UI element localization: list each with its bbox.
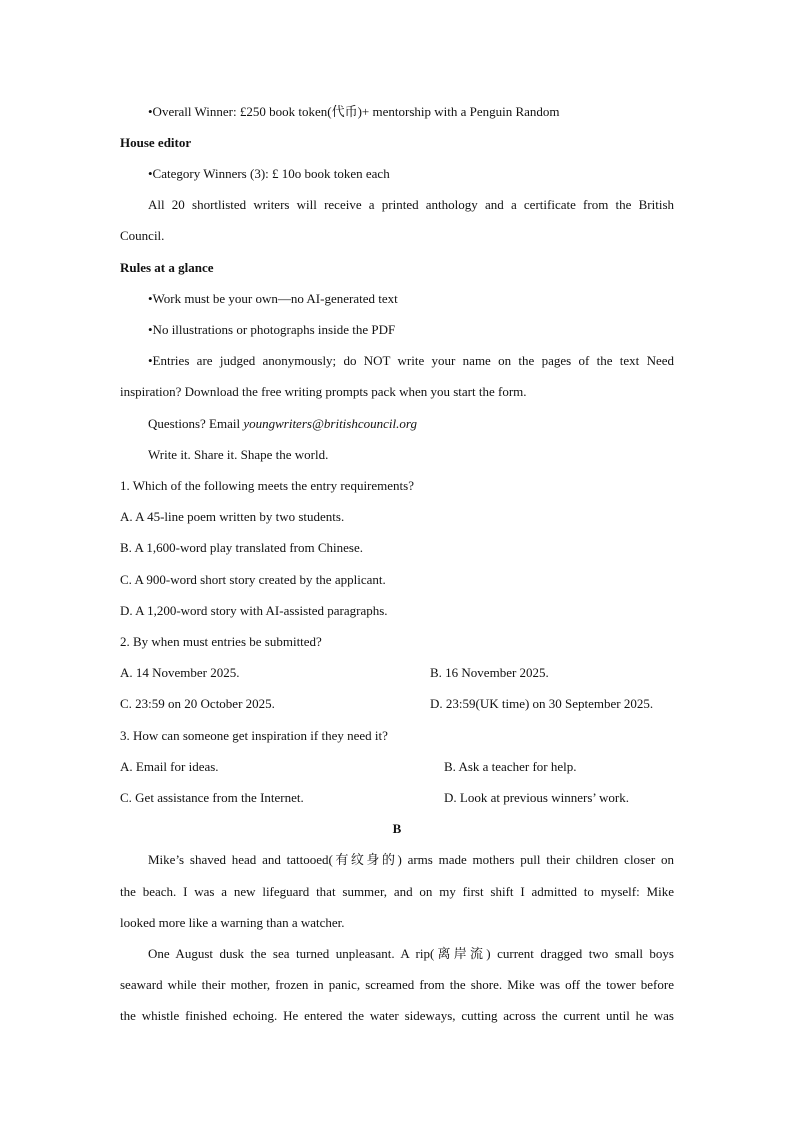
question-2-option-b: B. 16 November 2025.: [430, 665, 549, 680]
question-2-option-d: D. 23:59(UK time) on 30 September 2025.: [430, 696, 654, 711]
questions-contact: [148, 416, 417, 432]
question-3-option-c: C. Get assistance from the Internet.: [120, 790, 304, 805]
passage-b-line: looked more like a warning than a watcher.: [120, 915, 345, 930]
question-1-option-b: B. A 1,600-word play translated from Chinese.: [120, 540, 363, 555]
question-3-option-d: D. Look at previous winners’ work.: [444, 790, 629, 805]
questions-prefix: Questions? Email: [148, 416, 244, 431]
shortlist-line-cont: Council.: [120, 228, 165, 243]
contact-email: youngwriters@britishcouncil.org: [243, 416, 417, 431]
overall-winner-line-cont: House editor: [120, 135, 192, 150]
question-3-option-b: B. Ask a teacher for help.: [444, 759, 577, 774]
question-1-stem: 1. Which of the following meets the entry requirements?: [120, 478, 414, 493]
slogan: Write it. Share it. Shape the world.: [148, 447, 329, 462]
question-2-option-c: C. 23:59 on 20 October 2025.: [120, 696, 275, 711]
rule-item: •Work must be your own—no AI-generated text: [148, 291, 398, 306]
passage-b-line: Mike’s shaved head and tattooed(有纹身的) arms made mothers pull their children closer on: [148, 852, 674, 867]
overall-winner-line: •Overall Winner: £250 book token(代币)+ mentorship with a Penguin Random: [148, 104, 560, 119]
rule-item: •No illustrations or photographs inside the PDF: [148, 322, 396, 337]
question-1-option-d: D. A 1,200-word story with AI-assisted paragraphs.: [120, 603, 388, 618]
passage-b-line: the beach. I was a new lifeguard that summer, and on my first shift I admitted to myself: Mike: [120, 884, 674, 899]
section-b-label: B: [392, 821, 402, 836]
rule-anonymous-line: •Entries are judged anonymously; do NOT write your name on the pages of the text Need: [148, 353, 674, 368]
passage-b-line: seaward while their mother, frozen in panic, screamed from the shore. Mike was off the tower before: [120, 977, 674, 992]
question-2-option-a: A. 14 November 2025.: [120, 665, 240, 680]
question-1-option-a: A. A 45-line poem written by two students.: [120, 509, 345, 524]
question-3-stem: 3. How can someone get inspiration if they need it?: [120, 728, 388, 743]
rule-anonymous-line-cont: inspiration? Download the free writing prompts pack when you start the form.: [120, 384, 527, 399]
question-2-stem: 2. By when must entries be submitted?: [120, 634, 322, 649]
question-3-option-a: A. Email for ideas.: [120, 759, 219, 774]
rules-heading: Rules at a glance: [120, 260, 214, 275]
question-1-option-c: C. A 900-word short story created by the applicant.: [120, 572, 386, 587]
shortlist-line: All 20 shortlisted writers will receive a printed anthology and a certificate from the British: [148, 197, 674, 212]
passage-b-line: One August dusk the sea turned unpleasant. A rip(离岸流) current dragged two small boys: [148, 946, 674, 961]
category-winners-line: •Category Winners (3): £ 10o book token each: [148, 166, 390, 181]
passage-b-line: the whistle finished echoing. He entered the water sideways, cutting across the current until he was: [120, 1008, 674, 1023]
